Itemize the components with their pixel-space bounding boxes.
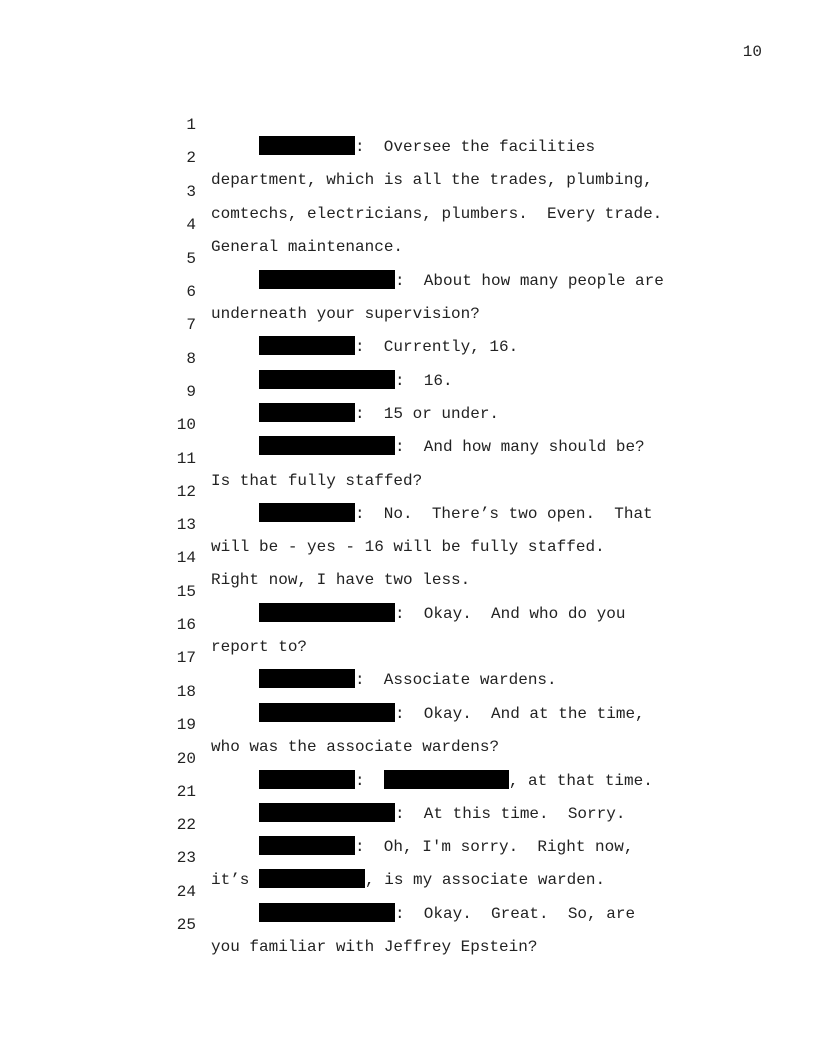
line-text: Right now, I have two less. bbox=[211, 571, 471, 589]
redaction-box bbox=[259, 869, 365, 888]
line-number: 17 bbox=[176, 649, 196, 667]
line-number: 20 bbox=[176, 750, 196, 768]
line-text-continued: , at that time. bbox=[508, 772, 653, 790]
line-text: : Currently, 16. bbox=[355, 338, 519, 356]
line-number: 1 bbox=[186, 116, 196, 134]
page-number: 10 bbox=[742, 43, 762, 61]
line-text: : About how many people are bbox=[395, 272, 664, 290]
transcript-line bbox=[0, 192, 404, 256]
redaction-box bbox=[259, 270, 395, 289]
line-number: 9 bbox=[186, 383, 196, 401]
line-number: 18 bbox=[176, 683, 196, 701]
line-text: : Okay. Great. So, are bbox=[395, 905, 636, 923]
redaction-box bbox=[259, 770, 355, 789]
line-text: underneath your supervision? bbox=[211, 305, 480, 323]
line-text: : And how many should be? bbox=[395, 438, 645, 456]
redaction-box bbox=[259, 603, 395, 622]
line-number: 4 bbox=[186, 216, 196, 234]
line-text: : bbox=[355, 772, 384, 790]
line-text-continued: , is my associate warden. bbox=[365, 871, 606, 889]
line-text: : No. There’s two open. That bbox=[355, 505, 653, 523]
line-number: 25 bbox=[176, 916, 196, 934]
line-number: 5 bbox=[186, 250, 196, 268]
line-number: 13 bbox=[176, 516, 196, 534]
line-text: : Okay. And at the time, bbox=[395, 705, 645, 723]
line-text: comtechs, electricians, plumbers. Every trade. bbox=[211, 205, 663, 223]
line-number: 21 bbox=[176, 783, 196, 801]
line-number: 7 bbox=[186, 316, 196, 334]
line-number: 11 bbox=[176, 450, 196, 468]
line-text: : Oh, I'm sorry. Right now, bbox=[355, 838, 634, 856]
redaction-box bbox=[259, 703, 395, 722]
line-text: who was the associate wardens? bbox=[211, 738, 500, 756]
line-text: will be - yes - 16 will be fully staffed. bbox=[211, 538, 605, 556]
line-text: : Oversee the facilities bbox=[355, 138, 596, 156]
line-text: : Okay. And who do you bbox=[395, 605, 626, 623]
line-text: : 16. bbox=[395, 372, 453, 390]
redaction-box bbox=[259, 669, 355, 688]
line-text: : At this time. Sorry. bbox=[395, 805, 626, 823]
redaction-box bbox=[259, 403, 355, 422]
redaction-box bbox=[259, 370, 395, 389]
line-number: 24 bbox=[176, 883, 196, 901]
transcript-line bbox=[0, 426, 423, 490]
line-number: 16 bbox=[176, 616, 196, 634]
line-text: : 15 or under. bbox=[355, 405, 500, 423]
line-number: 3 bbox=[186, 183, 196, 201]
redaction-box bbox=[259, 503, 355, 522]
redaction-box bbox=[259, 436, 395, 455]
redaction-box bbox=[259, 336, 355, 355]
line-text: Is that fully staffed? bbox=[211, 472, 423, 490]
line-text: : Associate wardens. bbox=[355, 671, 557, 689]
line-number: 6 bbox=[186, 283, 196, 301]
line-number: 23 bbox=[176, 849, 196, 867]
line-number: 8 bbox=[186, 350, 196, 368]
line-number: 15 bbox=[176, 583, 196, 601]
redaction-box bbox=[259, 903, 395, 922]
line-number: 10 bbox=[176, 416, 196, 434]
line-number: 14 bbox=[176, 549, 196, 567]
line-text: department, which is all the trades, plumbing, bbox=[211, 171, 653, 189]
line-number: 12 bbox=[176, 483, 196, 501]
redaction-box bbox=[384, 770, 509, 789]
line-number: 22 bbox=[176, 816, 196, 834]
transcript-line bbox=[0, 92, 596, 156]
redaction-box bbox=[259, 136, 355, 155]
redaction-box bbox=[259, 836, 355, 855]
line-number: 19 bbox=[176, 716, 196, 734]
line-number: 2 bbox=[186, 149, 196, 167]
line-text: report to? bbox=[211, 638, 308, 656]
line-text: General maintenance. bbox=[211, 238, 404, 256]
redaction-box bbox=[259, 803, 395, 822]
line-text: you familiar with Jeffrey Epstein? bbox=[211, 938, 538, 956]
transcript-line bbox=[0, 259, 480, 323]
line-text: it’s bbox=[211, 871, 260, 889]
